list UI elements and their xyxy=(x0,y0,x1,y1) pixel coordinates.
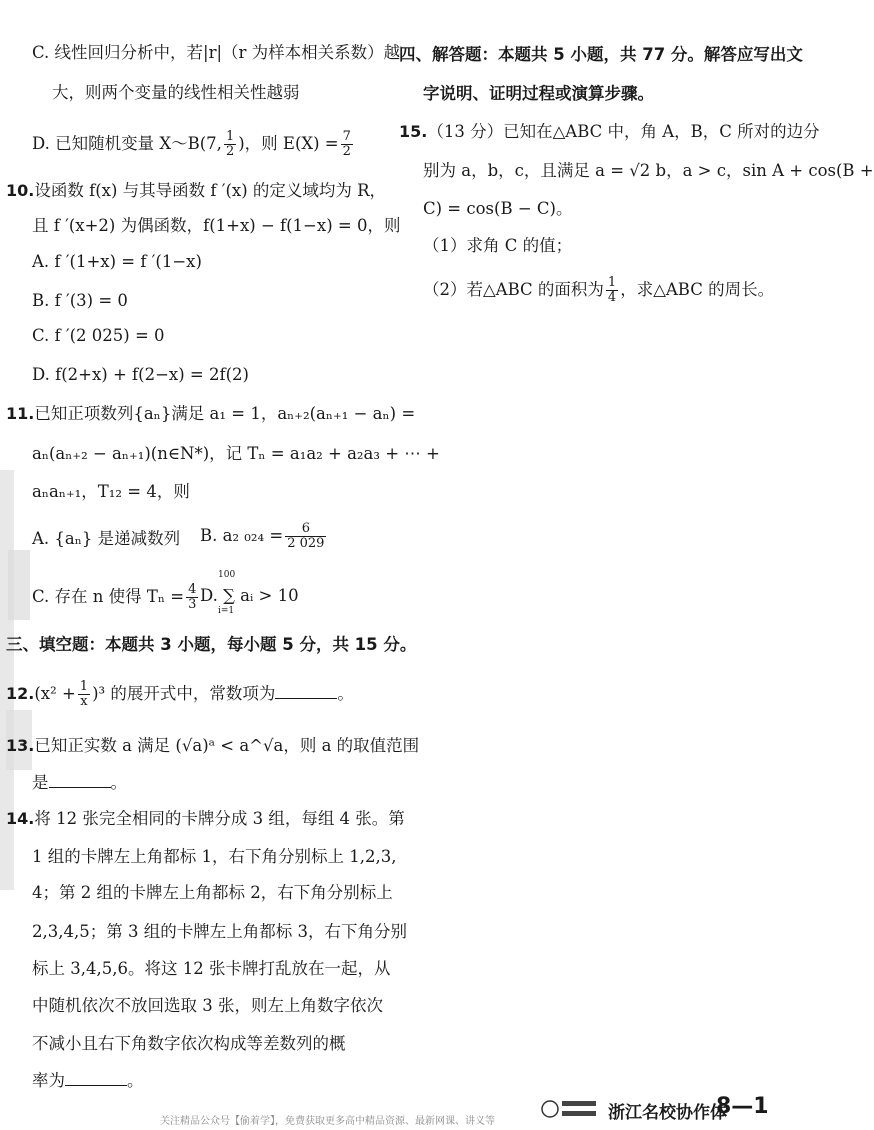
fraction-denominator: 2 xyxy=(225,144,235,159)
q10-option-b: B. f ′(3) = 0 xyxy=(32,291,128,310)
q11-option-b xyxy=(200,522,328,551)
q11-option-c-prefix: C. 存在 n 使得 Tₙ = xyxy=(32,587,185,606)
fraction-numerator: 1 xyxy=(79,679,89,694)
section-3-heading: 三、填空题：本题共 3 小题，每小题 5 分，共 15 分。 xyxy=(6,635,417,654)
q11-text: 已知正项数列{aₙ}满足 a₁ = 1，aₙ₊₂(aₙ₊₁ − aₙ) = xyxy=(34,404,416,423)
q15-text: （13 分）已知在△ABC 中，角 A，B，C 所对的边分 xyxy=(427,122,820,141)
question-number: 11. xyxy=(6,404,35,423)
page-number: 8—1 xyxy=(716,1094,769,1119)
fraction-denominator: 2 xyxy=(342,144,351,159)
q10-line2: 且 f ′(x+2) 为偶函数，f(1+x) − f(1−x) = 0，则 xyxy=(32,216,401,235)
fraction-denominator: 2 029 xyxy=(287,536,325,551)
answer-blank[interactable] xyxy=(275,684,337,699)
q13-line1 xyxy=(6,735,419,757)
q11-line3: aₙaₙ₊₁，T₁₂ = 4，则 xyxy=(32,482,190,501)
q10-option-a: A. f ′(1+x) = f ′(1−x) xyxy=(32,252,202,271)
publisher-logo xyxy=(540,1096,600,1122)
q10-option-d: D. f(2+x) + f(2−x) = 2f(2) xyxy=(32,365,249,384)
question-number: 15. xyxy=(399,122,428,141)
q14-end: 。 xyxy=(127,1071,144,1090)
fraction-denominator: 4 xyxy=(607,290,617,305)
q9-option-d xyxy=(32,130,355,159)
q11-option-d xyxy=(200,585,299,607)
fraction xyxy=(78,680,90,709)
question-number: 14. xyxy=(6,809,35,828)
section-4-heading-line2: 字说明、证明过程或演算步骤。 xyxy=(423,84,654,103)
q15-line3: C) = cos(B − C)。 xyxy=(423,199,573,218)
q10-line1 xyxy=(6,180,386,202)
sum-upper-limit: 100 xyxy=(218,570,236,580)
footer-notice: 关注精品公众号【偷着学】，免费获取更多高中精品资源、最新网课、讲义等 xyxy=(160,1116,495,1127)
q12 xyxy=(6,680,354,709)
sum-lower-limit: i=1 xyxy=(218,606,235,616)
fraction-numerator: 7 xyxy=(342,129,351,144)
q11-line1 xyxy=(6,403,415,425)
fraction-numerator: 1 xyxy=(607,275,617,290)
q13-end: 。 xyxy=(110,773,127,792)
q13-text-2: 是 xyxy=(32,773,49,792)
q14-text: 将 12 张完全相同的卡牌分成 3 组，每组 4 张。第 xyxy=(34,809,405,828)
question-number: 12. xyxy=(6,684,35,703)
q15-part2 xyxy=(423,276,774,305)
q14-line8 xyxy=(32,1070,144,1092)
q10-option-c: C. f ′(2 025) = 0 xyxy=(32,326,165,345)
fraction-numerator: 6 xyxy=(285,522,326,537)
q15-line2: 别为 a，b，c，且满足 a = √2 b，a > c，sin A + cos(B + xyxy=(423,161,874,180)
q15-part2-suffix: ，求△ABC 的周长。 xyxy=(620,280,775,299)
q14-line1 xyxy=(6,808,405,830)
q9-option-c-line2: 大，则两个变量的线性相关性越弱 xyxy=(52,83,300,102)
fraction xyxy=(606,276,618,305)
q13-line2 xyxy=(32,772,127,794)
fraction-numerator: 4 xyxy=(188,582,197,597)
brand-name: 浙江名校协作体 xyxy=(608,1103,727,1123)
q13-text: 已知正实数 a 满足 (√a)ᵃ < a^√a，则 a 的取值范围 xyxy=(34,736,420,755)
q14-line6: 中随机依次不放回选取 3 张，则左上角数字依次 xyxy=(32,996,383,1015)
q14-line7: 不减小且右下角数字依次构成等差数列的概 xyxy=(32,1034,346,1053)
q14-line4: 2,3,4,5；第 3 组的卡牌左上角都标 3，右下角分别 xyxy=(32,922,407,941)
q11-option-b-prefix: B. a₂ ₀₂₄ = xyxy=(200,526,284,545)
q12-suffix: )³ 的展开式中，常数项为 xyxy=(92,684,276,703)
q14-line2: 1 组的卡牌左上角都标 1，右下角分别标上 1,2,3, xyxy=(32,847,397,866)
fraction-denominator: x xyxy=(80,694,88,709)
q12-end: 。 xyxy=(337,684,354,703)
q10-text: 设函数 f(x) 与其导函数 f ′(x) 的定义域均为 R， xyxy=(34,181,387,200)
fraction xyxy=(224,130,236,159)
question-number: 10. xyxy=(6,181,35,200)
answer-blank[interactable] xyxy=(49,773,111,788)
q14-text-8: 率为 xyxy=(32,1071,65,1090)
q15-part2-prefix: （2）若△ABC 的面积为 xyxy=(423,280,604,299)
q14-line5: 标上 3,4,5,6。将这 12 张卡牌打乱放在一起，从 xyxy=(32,959,391,978)
q11-option-c xyxy=(32,583,200,612)
section-4-heading-line1: 四、解答题：本题共 5 小题，共 77 分。解答应写出文 xyxy=(399,45,803,64)
q11-line2: aₙ(aₙ₊₂ − aₙ₊₁)(n∈N*)，记 Tₙ = a₁a₂ + a₂a₃ + ⋯ + xyxy=(32,444,440,463)
fraction-numerator: 1 xyxy=(225,129,235,144)
q14-line3: 4；第 2 组的卡牌左上角都标 2，右下角分别标上 xyxy=(32,883,393,902)
q9-option-c-line1: C. 线性回归分析中，若|r|（r 为样本相关系数）越 xyxy=(32,43,401,62)
q9-option-d-prefix: D. 已知随机变量 X～B(7, xyxy=(32,134,222,153)
fraction xyxy=(285,522,326,551)
q9-option-d-middle: )，则 E(X) = xyxy=(238,134,339,153)
question-number: 13. xyxy=(6,736,35,755)
q15-line1 xyxy=(399,121,820,143)
answer-blank[interactable] xyxy=(65,1071,127,1086)
fraction xyxy=(341,130,353,159)
q15-part1: （1）求角 C 的值； xyxy=(423,236,573,255)
q11-option-a: A. {aₙ} 是递减数列 xyxy=(32,529,181,548)
fraction-denominator: 3 xyxy=(188,597,197,612)
q12-prefix: (x² + xyxy=(34,684,76,703)
q11-option-d-text: D. ∑ aᵢ > 10 xyxy=(200,586,299,605)
fraction xyxy=(186,583,198,612)
